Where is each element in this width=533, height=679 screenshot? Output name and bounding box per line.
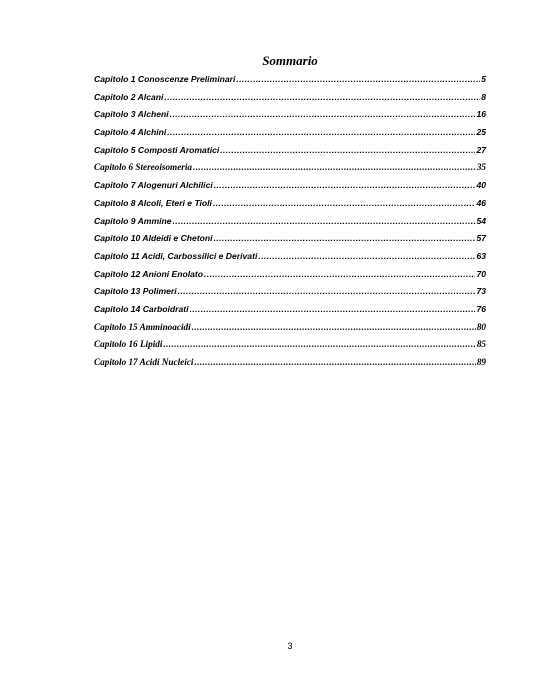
toc-entry-title: Capitolo 2 Alcani xyxy=(94,91,164,102)
toc-entry-page: 63 xyxy=(476,250,486,261)
toc-entry[interactable] xyxy=(94,109,486,127)
toc-entry-title: Capitolo 13 Polimeri xyxy=(94,286,177,297)
toc-entry-title: Capitolo 6 Stereoisomeria xyxy=(94,162,193,173)
page-number: 3 xyxy=(287,641,293,651)
toc-entry-title: Capitolo 15 Amminoacidi xyxy=(94,321,191,332)
toc-entry-title: Capitolo 17 Acidi Nucleici xyxy=(94,357,194,367)
toc-entry-page: 16 xyxy=(476,109,486,120)
toc-entry[interactable] xyxy=(94,198,486,216)
toc-entry[interactable] xyxy=(94,216,486,234)
toc-leader-dots xyxy=(170,109,476,119)
toc-entry-page: 73 xyxy=(476,286,486,297)
toc-leader-dots xyxy=(163,339,475,349)
toc-entry-page: 89 xyxy=(476,357,486,367)
toc-entry-page: 85 xyxy=(476,339,486,350)
toc-entry[interactable] xyxy=(94,357,486,375)
toc-entry[interactable] xyxy=(94,339,486,357)
toc-entry-title: Capitolo 4 Alchini xyxy=(94,127,167,138)
toc-entry-page: 8 xyxy=(481,91,486,102)
toc-entry-title: Capitolo 14 Carboidrati xyxy=(94,303,189,314)
toc-entry-page: 76 xyxy=(476,303,486,314)
toc-entry-title: Capitolo 12 Anioni Enolato xyxy=(94,268,204,279)
toc-heading: Sommario xyxy=(262,53,318,68)
toc-entry-title: Capitolo 9 Ammine xyxy=(94,215,172,226)
toc-leader-dots xyxy=(214,180,476,190)
toc-entry-page: 46 xyxy=(476,197,486,208)
toc-entry[interactable] xyxy=(94,269,486,287)
toc-entry-page: 80 xyxy=(476,321,486,332)
toc-entry-title: Capitolo 11 Acidi, Carbossilici e Derivati xyxy=(94,250,258,261)
toc-entry[interactable] xyxy=(94,233,486,251)
toc-leader-dots xyxy=(258,251,475,261)
toc-entry-title: Capitolo 1 Conoscenze Preliminari xyxy=(94,74,236,84)
toc-entry[interactable] xyxy=(94,286,486,304)
toc-entry[interactable] xyxy=(94,127,486,145)
toc-entry-title: Capitolo 3 Alcheni xyxy=(94,109,169,120)
toc-leader-dots xyxy=(192,322,476,332)
toc-entry[interactable] xyxy=(94,251,486,269)
toc-entry-page: 57 xyxy=(476,233,486,244)
toc-entry-page: 25 xyxy=(476,127,486,138)
toc-leader-dots xyxy=(236,74,480,84)
toc-entry-title: Capitolo 16 Lipidi xyxy=(94,339,163,350)
toc-entry-page: 54 xyxy=(476,215,486,226)
toc-entry[interactable] xyxy=(94,92,486,110)
toc-entry[interactable] xyxy=(94,162,486,180)
toc-entry[interactable] xyxy=(94,304,486,322)
table-of-contents xyxy=(94,74,486,375)
toc-entry-title: Capitolo 5 Composti Aromatici xyxy=(94,144,220,155)
toc-leader-dots xyxy=(214,233,476,243)
toc-entry-title: Capitolo 10 Aldeidi e Chetoni xyxy=(94,233,213,244)
toc-entry[interactable] xyxy=(94,322,486,340)
toc-entry-title: Capitolo 7 Alogenuri Alchilici xyxy=(94,180,213,191)
toc-entry-title: Capitolo 8 Alcoli, Eteri e Tioli xyxy=(94,197,212,208)
toc-entry[interactable] xyxy=(94,145,486,163)
toc-leader-dots xyxy=(194,357,475,367)
toc-leader-dots xyxy=(164,92,480,102)
toc-leader-dots xyxy=(193,162,476,172)
toc-entry[interactable] xyxy=(94,74,486,92)
toc-entry-page: 40 xyxy=(476,180,486,191)
toc-entry-page: 70 xyxy=(476,268,486,279)
toc-entry-page: 27 xyxy=(476,144,486,155)
toc-entry[interactable] xyxy=(94,180,486,198)
toc-entry-page: 5 xyxy=(481,74,486,84)
toc-leader-dots xyxy=(213,198,475,208)
toc-leader-dots xyxy=(204,269,475,279)
toc-entry-page: 35 xyxy=(476,162,486,173)
toc-leader-dots xyxy=(167,127,475,137)
toc-leader-dots xyxy=(178,286,476,296)
toc-leader-dots xyxy=(173,216,476,226)
toc-leader-dots xyxy=(190,304,476,314)
toc-leader-dots xyxy=(220,145,475,155)
